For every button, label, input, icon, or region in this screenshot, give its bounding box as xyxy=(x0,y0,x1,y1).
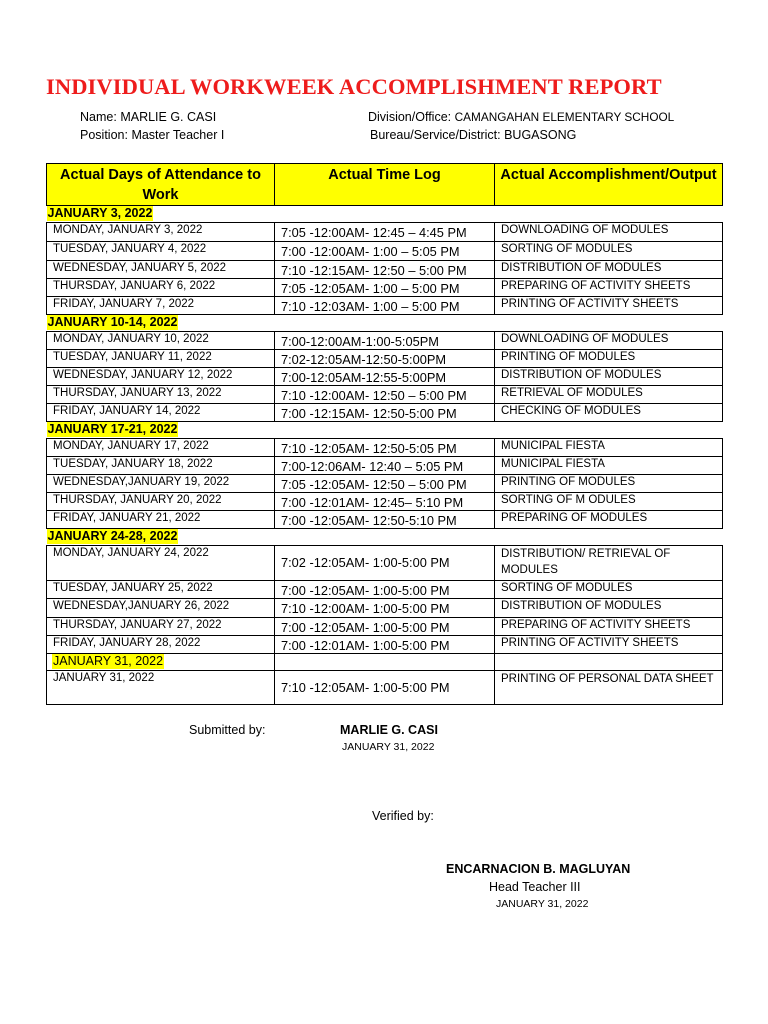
bureau-value: BUGASONG xyxy=(504,128,577,142)
time-cell: 7:10 -12:05AM- 1:00-5:00 PM xyxy=(275,671,495,705)
output-cell: SORTING OF MODULES xyxy=(495,242,723,261)
bureau-label: Bureau/Service/District: xyxy=(370,128,501,142)
week-label-row xyxy=(47,422,723,439)
day-cell: MONDAY, JANUARY 3, 2022 xyxy=(47,223,275,242)
output-cell: CHECKING OF MODULES xyxy=(495,404,723,422)
day-cell: WEDNESDAY,JANUARY 26, 2022 xyxy=(47,599,275,618)
week-label-row xyxy=(47,315,723,332)
day-cell: FRIDAY, JANUARY 21, 2022 xyxy=(47,511,275,529)
header-days: Actual Days of Attendance to Work xyxy=(47,164,275,206)
week-label-empty-output xyxy=(495,529,723,546)
verified-name: ENCARNACION B. MAGLUYAN xyxy=(446,862,631,876)
table-row xyxy=(47,671,723,705)
week-label: JANUARY 3, 2022 xyxy=(47,206,153,220)
position-label: Position: xyxy=(80,128,128,142)
submitted-name: MARLIE G. CASI xyxy=(340,723,438,737)
name-label: Name: xyxy=(80,110,117,124)
day-cell: WEDNESDAY, JANUARY 5, 2022 xyxy=(47,261,275,279)
time-cell: 7:10 -12:15AM- 12:50 – 5:00 PM xyxy=(275,261,495,279)
table-row xyxy=(47,386,723,404)
week-label-empty-output xyxy=(495,206,723,223)
division-line xyxy=(368,110,674,124)
output-cell: DOWNLOADING OF MODULES xyxy=(495,223,723,242)
week-label-cell xyxy=(47,654,275,671)
day-cell: THURSDAY, JANUARY 13, 2022 xyxy=(47,386,275,404)
time-cell: 7:00-12:05AM-12:55-5:00PM xyxy=(275,368,495,386)
time-cell: 7:00 -12:05AM- 12:50-5:10 PM xyxy=(275,511,495,529)
table-row xyxy=(47,368,723,386)
time-cell: 7:10 -12:05AM- 12:50-5:05 PM xyxy=(275,439,495,457)
output-cell: PRINTING OF MODULES xyxy=(495,475,723,493)
week-label-cell xyxy=(47,422,275,439)
day-cell: FRIDAY, JANUARY 28, 2022 xyxy=(47,636,275,654)
table-row xyxy=(47,493,723,511)
output-cell: PRINTING OF ACTIVITY SHEETS xyxy=(495,297,723,315)
output-cell: PREPARING OF ACTIVITY SHEETS xyxy=(495,279,723,297)
week-label: JANUARY 24-28, 2022 xyxy=(47,529,178,543)
verified-label: Verified by: xyxy=(372,809,434,823)
day-cell: WEDNESDAY,JANUARY 19, 2022 xyxy=(47,475,275,493)
week-label-empty-output xyxy=(495,422,723,439)
week-label-empty-time xyxy=(275,315,495,332)
table-row xyxy=(47,581,723,599)
table-row xyxy=(47,350,723,368)
week-label-row xyxy=(47,654,723,671)
week-label-empty-time xyxy=(275,529,495,546)
output-cell: RETRIEVAL OF MODULES xyxy=(495,386,723,404)
time-cell: 7:10 -12:03AM- 1:00 – 5:00 PM xyxy=(275,297,495,315)
verified-position: Head Teacher III xyxy=(489,880,581,894)
week-label-empty-output xyxy=(495,315,723,332)
output-cell: DOWNLOADING OF MODULES xyxy=(495,332,723,350)
output-cell: MUNICIPAL FIESTA xyxy=(495,457,723,475)
table-row xyxy=(47,297,723,315)
output-cell: PREPARING OF MODULES xyxy=(495,511,723,529)
submitted-label: Submitted by: xyxy=(189,723,266,737)
week-label-row xyxy=(47,206,723,223)
day-cell: MONDAY, JANUARY 17, 2022 xyxy=(47,439,275,457)
week-label-cell xyxy=(47,529,275,546)
output-cell: PRINTING OF PERSONAL DATA SHEET xyxy=(495,671,723,705)
name-value: MARLIE G. CASI xyxy=(120,110,217,124)
table-row xyxy=(47,636,723,654)
table-row xyxy=(47,242,723,261)
header-time: Actual Time Log xyxy=(275,164,495,206)
week-label-cell xyxy=(47,206,275,223)
time-cell: 7:05 -12:05AM- 12:50 – 5:00 PM xyxy=(275,475,495,493)
bureau-line xyxy=(370,128,576,142)
header-output: Actual Accomplishment/Output xyxy=(495,164,723,206)
table-row xyxy=(47,332,723,350)
accomplishment-table xyxy=(46,163,723,705)
day-cell: JANUARY 31, 2022 xyxy=(47,671,275,705)
time-cell: 7:00 -12:05AM- 1:00-5:00 PM xyxy=(275,618,495,636)
table-row xyxy=(47,599,723,618)
time-cell: 7:05 -12:00AM- 12:45 – 4:45 PM xyxy=(275,223,495,242)
verified-date: JANUARY 31, 2022 xyxy=(496,898,589,910)
week-label-row xyxy=(47,529,723,546)
week-label-cell xyxy=(47,315,275,332)
table-row xyxy=(47,279,723,297)
table-row xyxy=(47,546,723,581)
table-body xyxy=(47,206,723,705)
output-cell: MUNICIPAL FIESTA xyxy=(495,439,723,457)
time-cell: 7:05 -12:05AM- 1:00 – 5:00 PM xyxy=(275,279,495,297)
day-cell: TUESDAY, JANUARY 18, 2022 xyxy=(47,457,275,475)
output-cell: SORTING OF M ODULES xyxy=(495,493,723,511)
time-cell: 7:02 -12:05AM- 1:00-5:00 PM xyxy=(275,546,495,581)
time-cell: 7:00-12:00AM-1:00-5:05PM xyxy=(275,332,495,350)
time-cell: 7:10 -12:00AM- 12:50 – 5:00 PM xyxy=(275,386,495,404)
day-cell: TUESDAY, JANUARY 11, 2022 xyxy=(47,350,275,368)
time-cell: 7:00 -12:15AM- 12:50-5:00 PM xyxy=(275,404,495,422)
table-row xyxy=(47,404,723,422)
output-cell: SORTING OF MODULES xyxy=(495,581,723,599)
table-header-row xyxy=(47,164,723,206)
output-cell: DISTRIBUTION OF MODULES xyxy=(495,368,723,386)
time-cell: 7:00-12:06AM- 12:40 – 5:05 PM xyxy=(275,457,495,475)
day-cell: FRIDAY, JANUARY 14, 2022 xyxy=(47,404,275,422)
output-cell: PREPARING OF ACTIVITY SHEETS xyxy=(495,618,723,636)
day-cell: THURSDAY, JANUARY 6, 2022 xyxy=(47,279,275,297)
table-row xyxy=(47,457,723,475)
output-cell: DISTRIBUTION OF MODULES xyxy=(495,599,723,618)
name-line xyxy=(80,110,216,124)
table-row xyxy=(47,223,723,242)
day-cell: MONDAY, JANUARY 10, 2022 xyxy=(47,332,275,350)
week-label: JANUARY 17-21, 2022 xyxy=(47,422,178,436)
division-value: CAMANGAHAN ELEMENTARY SCHOOL xyxy=(454,110,675,124)
time-cell: 7:00 -12:01AM- 1:00-5:00 PM xyxy=(275,636,495,654)
table-row xyxy=(47,618,723,636)
time-cell: 7:10 -12:00AM- 1:00-5:00 PM xyxy=(275,599,495,618)
table-row xyxy=(47,261,723,279)
day-cell: WEDNESDAY, JANUARY 12, 2022 xyxy=(47,368,275,386)
week-label-empty-time xyxy=(275,206,495,223)
time-cell: 7:02-12:05AM-12:50-5:00PM xyxy=(275,350,495,368)
week-label: JANUARY 10-14, 2022 xyxy=(47,315,178,329)
day-cell: TUESDAY, JANUARY 4, 2022 xyxy=(47,242,275,261)
week-label: JANUARY 31, 2022 xyxy=(53,654,164,668)
division-label: Division/Office: xyxy=(368,110,452,124)
time-cell: 7:00 -12:00AM- 1:00 – 5:05 PM xyxy=(275,242,495,261)
output-cell: DISTRIBUTION OF MODULES xyxy=(495,261,723,279)
position-line xyxy=(80,128,224,142)
table-row xyxy=(47,511,723,529)
day-cell: FRIDAY, JANUARY 7, 2022 xyxy=(47,297,275,315)
day-cell: THURSDAY, JANUARY 27, 2022 xyxy=(47,618,275,636)
week-label-empty-time xyxy=(275,654,495,671)
day-cell: THURSDAY, JANUARY 20, 2022 xyxy=(47,493,275,511)
day-cell: MONDAY, JANUARY 24, 2022 xyxy=(47,546,275,581)
day-cell: TUESDAY, JANUARY 25, 2022 xyxy=(47,581,275,599)
output-cell: PRINTING OF ACTIVITY SHEETS xyxy=(495,636,723,654)
week-label-empty-time xyxy=(275,422,495,439)
output-cell: DISTRIBUTION/ RETRIEVAL OF MODULES xyxy=(495,546,723,581)
table-row xyxy=(47,475,723,493)
time-cell: 7:00 -12:05AM- 1:00-5:00 PM xyxy=(275,581,495,599)
week-label-empty-output xyxy=(495,654,723,671)
table-row xyxy=(47,439,723,457)
time-cell: 7:00 -12:01AM- 12:45– 5:10 PM xyxy=(275,493,495,511)
output-cell: PRINTING OF MODULES xyxy=(495,350,723,368)
submitted-date: JANUARY 31, 2022 xyxy=(342,741,435,753)
report-title: INDIVIDUAL WORKWEEK ACCOMPLISHMENT REPORT xyxy=(46,74,662,99)
position-value: Master Teacher I xyxy=(131,128,225,142)
